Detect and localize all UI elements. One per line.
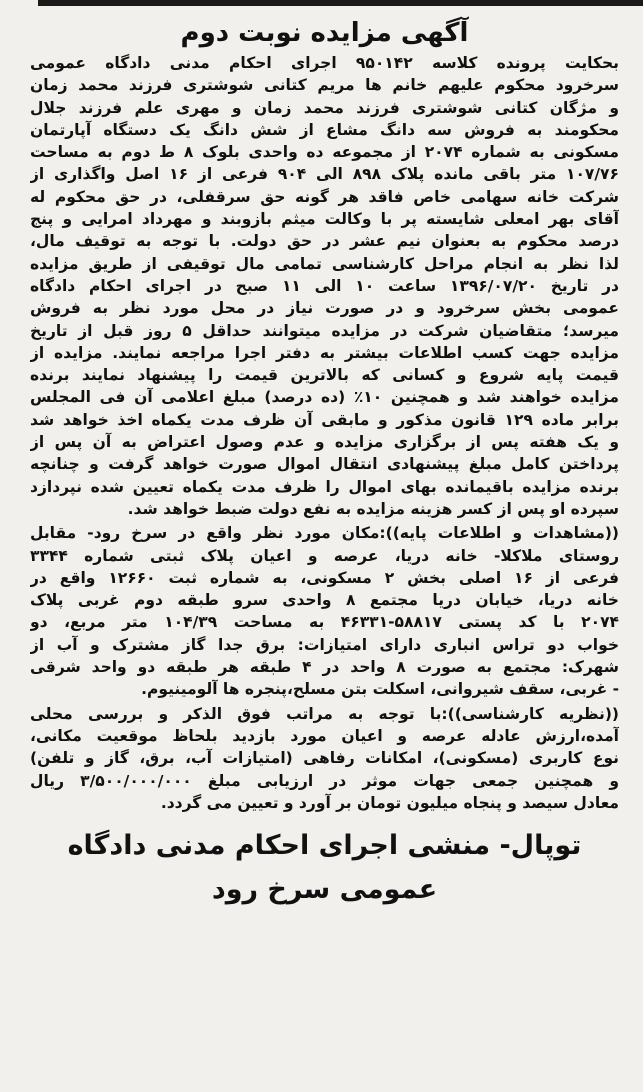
- text-line: و همچنین جمعی جهات موثر در ارزیابی مبلغ ۳/۵۰۰/۰۰۰/۰۰۰ ریال: [30, 771, 619, 790]
- text-line: پرداختن کامل مبلغ پیشنهادی انتقال اموال صورت خواهد گرفت و چنانچه: [30, 455, 619, 474]
- text-line: درصد محکوم به بعنوان نیم عشر در حق دولت. با توجه به توقیف مال،: [30, 232, 619, 251]
- text-line: شهرک: مجتمع به صورت ۸ واحد در ۴ طبقه هر طبقه دو واحد شرقی: [30, 658, 619, 677]
- notice-title: آگهی مزایده نوبت دوم: [180, 18, 469, 48]
- notice-paragraph-property-details: [30, 522, 619, 700]
- text-line: سرخرود محکوم علیهم خانم ها مریم کتانی شوشتری فرزند محمد زمان: [30, 76, 619, 95]
- text-line: ۱۰۷/۷۶ متر باقی مانده پلاک ۸۹۸ الی ۹۰۴ فرعی از ۱۶ اصل واگذاری از: [30, 165, 619, 184]
- signature-block: [30, 824, 619, 912]
- text-line: سپرده او پس از کسر هزینه مزایده به نفع دولت ضبط خواهد شد.: [127, 499, 619, 518]
- text-line: قیمت پایه شروع و کسانی که بالاترین قیمت را پیشنهاد نمایند برنده: [30, 366, 619, 385]
- text-line: آمده،ارزش عادله عرصه و اعیان مورد بازدید بلحاظ موقعیت مکانی،: [30, 726, 619, 745]
- text-line: محکومند به فروش سه دانگ مشاع از شش دانگ یک دستگاه آپارتمان: [30, 120, 619, 139]
- text-line: مزایده خواهند شد و همچنین ۱۰٪ (ده درصد) مبلغ اعلامی آن فی المجلس: [30, 388, 619, 407]
- text-line: و مژگان کتانی شوشتری فرزند محمد زمان و مهری علم فرزند جلال: [30, 98, 619, 117]
- text-line: خواب دو تراس انباری دارای امتیازات: برق جدا گاز مشترک و آب از: [30, 635, 619, 654]
- text-line: بحکایت پرونده کلاسه ۹۵۰۱۴۲ اجرای احکام مدنی دادگاه عمومی: [30, 54, 619, 72]
- text-line: برابر ماده ۱۲۹ قانون مذکور و مابقی آن ظرف مدت یکماه اخذ خواهد شد: [30, 410, 619, 429]
- text-line: میرسد؛ متقاضیان شرکت در مزایده میتوانند حداقل ۵ روز قبل از تاریخ: [30, 321, 619, 340]
- text-line: و یک هفته پس از برگزاری مزایده و عدم وصول اعتراض به آن پس از: [30, 433, 619, 452]
- auction-notice: [30, 14, 619, 1092]
- notice-paragraph-main: [30, 52, 619, 520]
- text-line: مزایده جهت کسب اطلاعات بیشتر به دفتر اجرا مراجعه نمایند. مزایده از: [30, 343, 619, 362]
- text-line: ۲۰۷۴ با کد پستی ۵۸۸۱۷-۴۶۳۳۱ به مساحت ۱۰۴/۳۹ متر مربع، دو: [30, 613, 619, 632]
- text-line: ((مشاهدات و اطلاعات پایه)):مکان مورد نظر واقع در سرخ رود- مقابل: [30, 524, 619, 543]
- notice-paragraph-expert-opinion: [30, 703, 619, 814]
- text-line: شرکت خانه سهامی خاص فاقد هر گونه حق سرقفلی، در حق محکوم له: [30, 187, 619, 206]
- text-line: لذا نظر به انجام مراحل کارشناسی تمامی مال توقیفی از طریق مزایده: [30, 254, 619, 273]
- text-line: برنده مزایده باقیمانده بهای اموال را ظرف مدت یکماه تعیین شده نپردازد: [30, 477, 619, 496]
- top-border-rule: [38, 0, 643, 6]
- text-line: مسکونی به شماره ۲۰۷۴ از مجموعه ده واحدی بلوک ۸ ط دوم به مساحت: [30, 143, 619, 162]
- text-line: روستای ملاکلا- خانه دریا، عرصه و اعیان پلاک ثبتی شماره ۳۳۴۴: [30, 546, 619, 565]
- text-line: آقای بهر امعلی شایسته پر با وکالت میثم بازوبند و مهرداد امرایی و پنج: [30, 210, 619, 229]
- text-line: در تاریخ ۱۳۹۶/۰۷/۲۰ ساعت ۱۰ الی ۱۱ صبح در اجرای احکام دادگاه: [30, 276, 619, 295]
- signature-line: عمومی سرخ رود: [211, 874, 438, 906]
- text-line: معادل سیصد و پنجاه میلیون تومان بر آورد و تعیین می گردد.: [160, 793, 619, 812]
- text-line: ((نظریه کارشناسی)):با توجه به مراتب فوق الذکر و بررسی محلی: [30, 704, 619, 723]
- text-line: فرعی از ۱۶ اصلی بخش ۲ مسکونی، به شماره ثبت ۱۲۶۶۰ واقع در: [30, 568, 619, 587]
- text-line: - غربی، سقف شیروانی، اسکلت بتن مسلح،پنجره ها آلومینیوم.: [141, 680, 619, 699]
- signature-line: توپال- منشی اجرای احکام مدنی دادگاه: [67, 830, 582, 862]
- text-line: خانه دریا، خیابان دریا مجتمع ۸ واحدی سرو طبقه دوم غربی پلاک: [30, 591, 619, 610]
- text-line: نوع کاربری (مسکونی)، امکانات رفاهی (امتیازات آب، برق، گاز و تلفن): [30, 749, 619, 768]
- text-line: عمومی بخش سرخرود و در صورت نیاز در محل مورد نظر به فروش: [30, 299, 619, 318]
